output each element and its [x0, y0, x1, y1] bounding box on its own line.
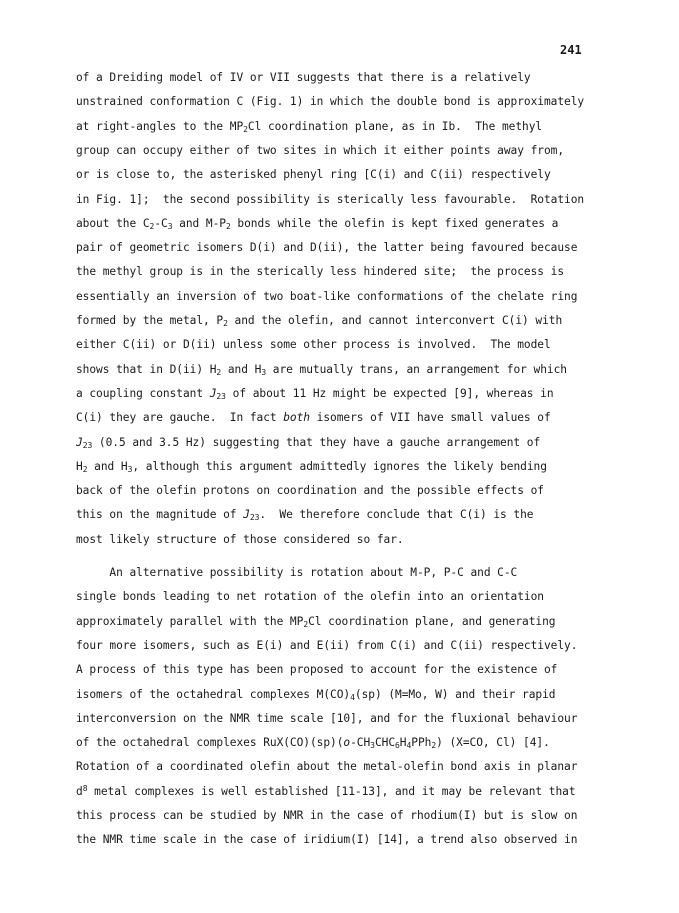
text-line: back of the olefin protons on coordination and the possible effects of [76, 484, 544, 498]
text-line: formed by the metal, $P_2$ and the olefin, and cannot interconvert C(i) with [76, 314, 563, 328]
text-line: $J_{23}$ (0.5 and 3.5 Hz) suggesting that they have a gauche arrangement of [76, 435, 541, 450]
text-line: at right-angles to the $MP_2Cl$ coordination plane, as in Ib. The methyl [76, 119, 543, 134]
text-line: most likely structure of those considered so far. [76, 532, 404, 546]
text-line: shows that in D(ii) $H_2$ and $H_3$ are mutually trans, an arrangement for which [76, 362, 567, 377]
text-line: group can occupy either of two sites in which it either points away from, [76, 143, 565, 157]
text-line: isomers of the octahedral complexes $M(CO)_4(sp)$ (M=Mo, W) and their rapid [76, 687, 556, 702]
text-line: C(i) they are gauche. In fact both isomers of VII have small values of [76, 411, 551, 425]
text-line: An alternative possibility is rotation about M-P, P-C and C-C [76, 566, 518, 579]
text-line: four more isomers, such as E(i) and E(ii) from C(i) and C(ii) respectively. [76, 638, 578, 652]
text-line: $d^8$ metal complexes is well established [11-13], and it may be relevant that [76, 783, 576, 798]
text-line: single bonds leading to net rotation of the olefin into an orientation [76, 590, 544, 604]
text-line: the NMR time scale in the case of iridium(I) [14], a trend also observed in [76, 833, 578, 847]
text-line: interconversion on the NMR time scale [10], and for the fluxional behaviour [76, 711, 578, 725]
text-line: the methyl group is in the sterically less hindered site; the process is [76, 265, 565, 279]
text-line: approximately parallel with the $MP_2Cl$ coordination plane, and generating [76, 614, 556, 629]
text-line: $H_2$ and $H_3$, although this argument admittedly ignores the likely bending [76, 459, 547, 474]
text-line: this process can be studied by NMR in the case of rhodium(I) but is slow on [76, 809, 578, 822]
text-line: either C(ii) or D(ii) unless some other process is involved. The model [76, 338, 551, 352]
text-line: unstrained conformation C (Fig. 1) in which the double bond is approximately [76, 95, 585, 109]
text-line: of a Dreiding model of IV or VII suggests that there is a relatively [76, 71, 531, 84]
text-line: a coupling constant $J_{23}$ of about 11 Hz might be expected [9], whereas in [76, 386, 554, 401]
text-line: of the octahedral complexes $RuX(CO)(sp)(o-CH_3CHC_6H_4PPh_2)$ (X=CO, Cl) [4]. [76, 736, 550, 751]
text-line: Rotation of a coordinated olefin about the metal-olefin bond axis in planar [76, 760, 578, 774]
page-number: 241 [560, 43, 582, 57]
text-line: in Fig. 1]; the second possibility is sterically less favourable. Rotation [76, 192, 585, 206]
text-line: about the $C_2-C_3$ and $M-P_2$ bonds while the olefin is kept fixed generates a [76, 216, 559, 231]
text-line: essentially an inversion of two boat-like conformations of the chelate ring [76, 289, 578, 303]
text-line: pair of geometric isomers D(i) and D(ii), the latter being favoured because [76, 241, 578, 255]
text-line: this on the magnitude of $J_{23}$. We therefore conclude that C(i) is the [76, 508, 534, 523]
text-line: A process of this type has been proposed to account for the existence of [76, 663, 558, 677]
text-line: or is close to, the asterisked phenyl ring [C(i) and C(ii) respectively [76, 168, 551, 182]
